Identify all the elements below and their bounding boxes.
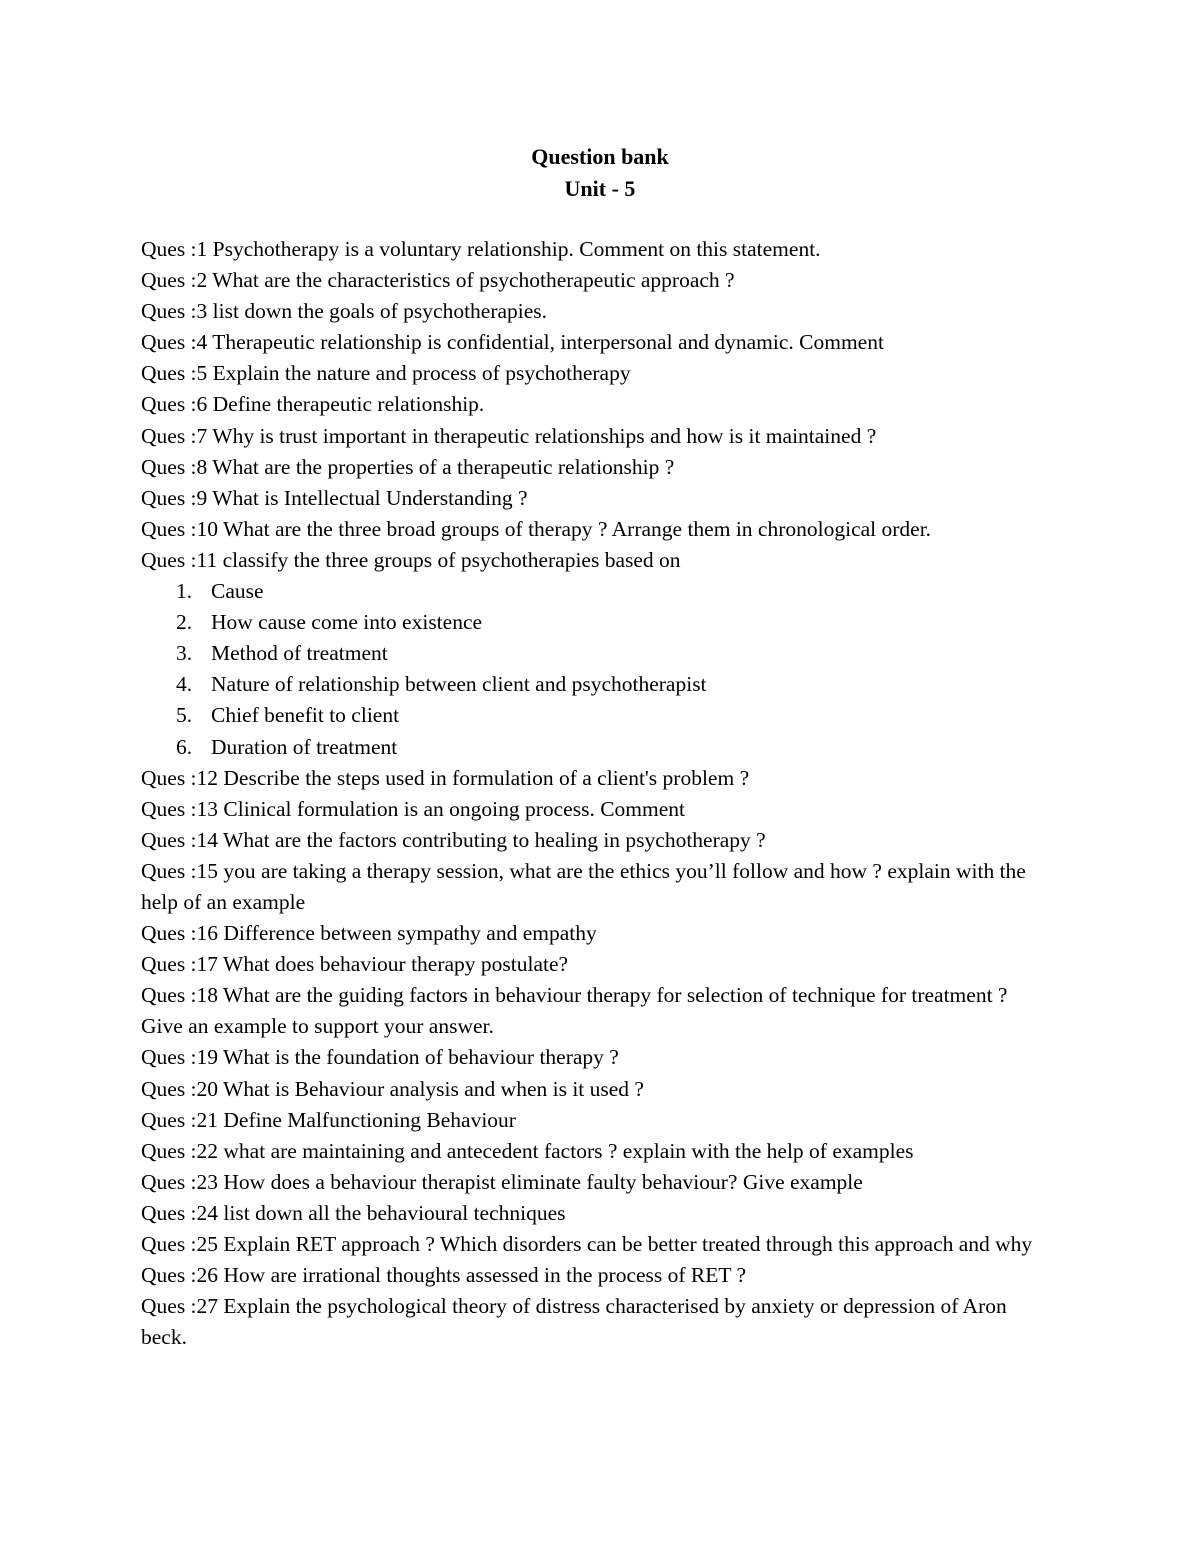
question-17: Ques :17 What does behaviour therapy postulate? (141, 952, 569, 977)
page-title: Question bank (531, 144, 669, 169)
sublist-text: Cause (211, 579, 264, 604)
sublist-number: 2. (176, 610, 193, 635)
sublist-number: 6. (176, 734, 193, 759)
question-10: Ques :10 What are the three broad groups of therapy ? Arrange them in chronological order. (141, 516, 932, 541)
question-22: Ques :22 what are maintaining and antecedent factors ? explain with the help of examples (141, 1138, 914, 1163)
sublist-text: Chief benefit to client (211, 703, 400, 728)
question-25: Ques :25 Explain RET approach ? Which disorders can be better treated through this approach and why (141, 1232, 1033, 1256)
sublist-item (141, 700, 1041, 731)
sublist-item (141, 607, 1041, 638)
sublist-item (141, 669, 1041, 700)
question-4: Ques :4 Therapeutic relationship is confidential, interpersonal and dynamic. Comment (141, 330, 884, 355)
sublist-item (141, 732, 1041, 763)
question-23: Ques :23 How does a behaviour therapist eliminate faulty behaviour? Give example (141, 1169, 863, 1194)
question-5: Ques :5 Explain the nature and process of psychotherapy (141, 361, 631, 386)
question-12: Ques :12 Describe the steps used in formulation of a client's problem ? (141, 765, 750, 790)
question-26: Ques :26 How are irrational thoughts assessed in the process of RET ? (141, 1263, 747, 1288)
question-16: Ques :16 Difference between sympathy and empathy (141, 921, 597, 946)
question-8: Ques :8 What are the properties of a therapeutic relationship ? (141, 454, 675, 479)
question-11: Ques :11 classify the three groups of psychotherapies based on (141, 547, 681, 572)
sublist-text: Duration of treatment (211, 734, 398, 759)
question-list (141, 234, 1041, 1353)
question-6: Ques :6 Define therapeutic relationship. (141, 392, 485, 417)
unit-subtitle: Unit - 5 (564, 176, 636, 201)
sublist-number: 1. (176, 579, 193, 604)
question-1: Ques :1 Psychotherapy is a voluntary relationship. Comment on this statement. (141, 237, 821, 261)
sublist-number: 3. (176, 641, 193, 666)
question-14: Ques :14 What are the factors contributing to healing in psychotherapy ? (141, 827, 766, 852)
question-24: Ques :24 list down all the behavioural techniques (141, 1200, 566, 1225)
question-13: Ques :13 Clinical formulation is an ongoing process. Comment (141, 796, 685, 821)
question-27: Ques :27 Explain the psychological theory of distress characterised by anxiety or depression of Aron beck. (141, 1294, 1007, 1350)
question-2: Ques :2 What are the characteristics of psychotherapeutic approach ? (141, 268, 735, 293)
sublist-text: How cause come into existence (211, 610, 483, 635)
question-19: Ques :19 What is the foundation of behaviour therapy ? (141, 1045, 619, 1070)
sublist-number: 5. (176, 703, 193, 728)
question-15: Ques :15 you are taking a therapy session, what are the ethics you’ll follow and how ? explain with the help of an example (141, 858, 1026, 914)
question-21: Ques :21 Define Malfunctioning Behaviour (141, 1107, 516, 1132)
question-20: Ques :20 What is Behaviour analysis and when is it used ? (141, 1076, 644, 1101)
question-7: Ques :7 Why is trust important in therapeutic relationships and how is it maintained ? (141, 423, 877, 448)
question-9: Ques :9 What is Intellectual Understanding ? (141, 485, 528, 510)
sublist-item (141, 638, 1041, 669)
question-3: Ques :3 list down the goals of psychotherapies. (141, 299, 548, 324)
question-18: Ques :18 What are the guiding factors in behaviour therapy for selection of technique for treatment ? Give an example to support your answer. (141, 983, 1008, 1039)
sublist-text: Method of treatment (211, 641, 388, 666)
sublist-text: Nature of relationship between client and psychotherapist (211, 672, 707, 697)
sublist-number: 4. (176, 672, 193, 697)
sublist-item (141, 576, 1041, 607)
question-11-sublist (141, 576, 1041, 763)
